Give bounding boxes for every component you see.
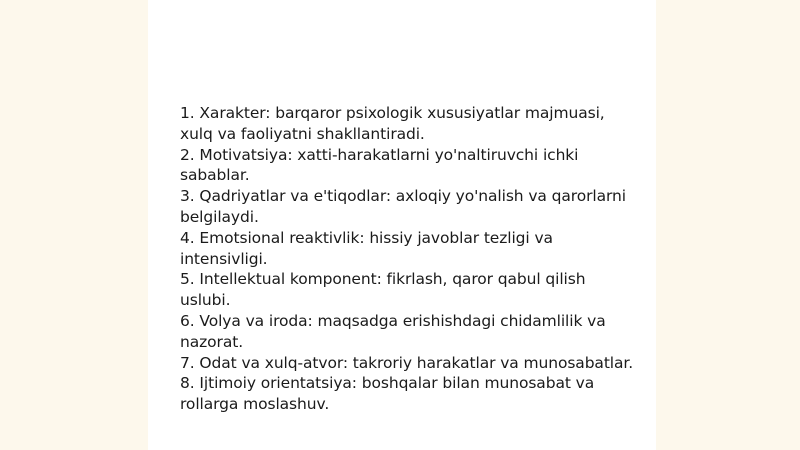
document-text-block [180,103,640,415]
list-item-3: 3. Qadriyatlar va e'tiqodlar: axloqiy yo'nalish va qarorlarni belgilaydi. [180,187,626,226]
list-item-2: 2. Motivatsiya: xatti-harakatlarni yo'naltiruvchi ichki sabablar. [180,145,579,185]
list-item-1: 1. Xarakter: barqaror psixologik xususiyatlar majmuasi, xulq va faoliyatni shakllantiradi. [180,104,605,143]
list-item-6: 6. Volya va iroda: maqsadga erishishdagi chidamlilik va nazorat. [180,311,606,351]
list-item-8: 8. Ijtimoiy orientatsiya: boshqalar bilan munosabat va rollarga moslashuv. [180,374,595,414]
list-item-7: 7. Odat va xulq-atvor: takroriy harakatlar va munosabatlar. [180,353,634,372]
list-item-4: 4. Emotsional reaktivlik: hissiy javoblar tezligi va intensivligi. [180,228,553,268]
list-item-5: 5. Intellektual komponent: fikrlash, qaror qabul qilish uslubi. [180,270,586,310]
document-page [148,0,656,450]
